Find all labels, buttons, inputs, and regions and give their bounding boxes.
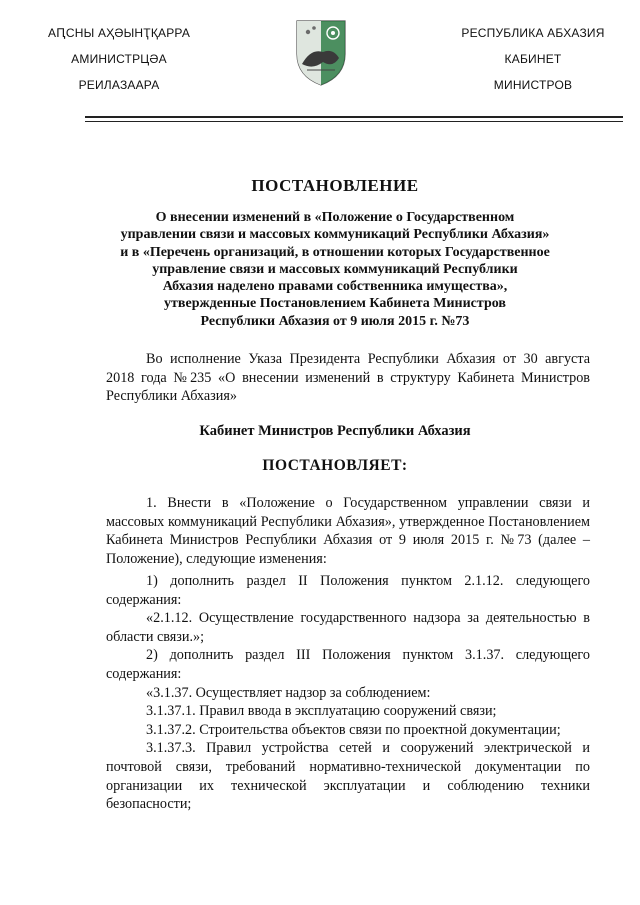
subject-line: Абхазия наделено правами собственника имущества», [162,279,508,295]
amendments-list [106,572,590,814]
subject-line: О внесении изменений в «Положение о Государственном [155,210,515,225]
amendment-paragraph: 1) дополнить раздел II Положения пунктом 2.1.12. следующего содержания: [106,573,590,608]
header-russian [438,20,628,98]
issuing-body: Кабинет Министров Республики Абхазия [199,423,471,439]
amendment-paragraph: 3.1.37.3. Правил устройства сетей и сооружений электрической и почтовой связи, требований нормативно-технической документации по организации их технической эксплуатации и соблюдению техники безопасности; [106,740,590,813]
header-left-line: АМИНИСТРЦӘА [71,52,167,66]
header-left-line: АԤСНЫ АҲӘЫНҬҚАРРА [47,26,191,40]
header-right-line: МИНИСТРОВ [493,78,573,92]
subject-line: и в «Перечень организаций, в отношении которых Государственное [120,244,550,260]
header-right-line: РЕСПУБЛИКА АБХАЗИЯ [461,26,605,40]
subject-line: управление связи и массовых коммуникаций Республики [152,261,518,277]
header-abkhaz [24,20,214,98]
preamble-text: Во исполнение Указа Президента Республики Абхазия от 30 августа 2018 года №235 «О внесении изменений в структуру Кабинета Министров Республики Абхазия» [106,351,590,405]
clause-1 [106,494,590,568]
header-divider-thin [85,121,623,122]
document-title: ПОСТАНОВЛЕНИЕ [251,176,419,195]
header-right-line: КАБИНЕТ [504,52,562,66]
resolves-heading: ПОСТАНОВЛЯЕТ: [262,457,408,474]
amendment-paragraph: «3.1.37. Осуществляет надзор за соблюдением: [146,684,431,701]
amendment-paragraph: 3.1.37.2. Строительства объектов связи по проектной документации; [146,721,561,738]
header-left-line: РЕИЛАЗААРА [78,78,160,92]
document-subject [100,209,570,330]
clause-text: 1. Внести в «Положение о Государственном управлении связи и массовых коммуникаций Республики Абхазия», утвержденное Постановлением Кабинета Министров Республики Абхазия от 9 июля 2015 г. №73 (далее – Положение), следующие изменения: [106,495,590,567]
amendment-paragraph: 2) дополнить раздел III Положения пунктом 3.1.37. следующего содержания: [106,647,590,682]
coat-of-arms-icon [293,18,349,88]
subject-line: управлении связи и массовых коммуникаций Республики Абхазия» [120,227,550,243]
amendment-paragraph: «2.1.12. Осуществление государственного надзора за деятельностью в области связи.»; [106,610,590,645]
header-divider-thick [85,116,623,118]
subject-line: утвержденные Постановлением Кабинета Министров [164,296,506,312]
preamble [106,350,590,406]
amendment-paragraph: 3.1.37.1. Правил ввода в эксплуатацию сооружений связи; [146,703,497,720]
subject-line: Республики Абхазия от 9 июля 2015 г. №73 [200,313,470,329]
